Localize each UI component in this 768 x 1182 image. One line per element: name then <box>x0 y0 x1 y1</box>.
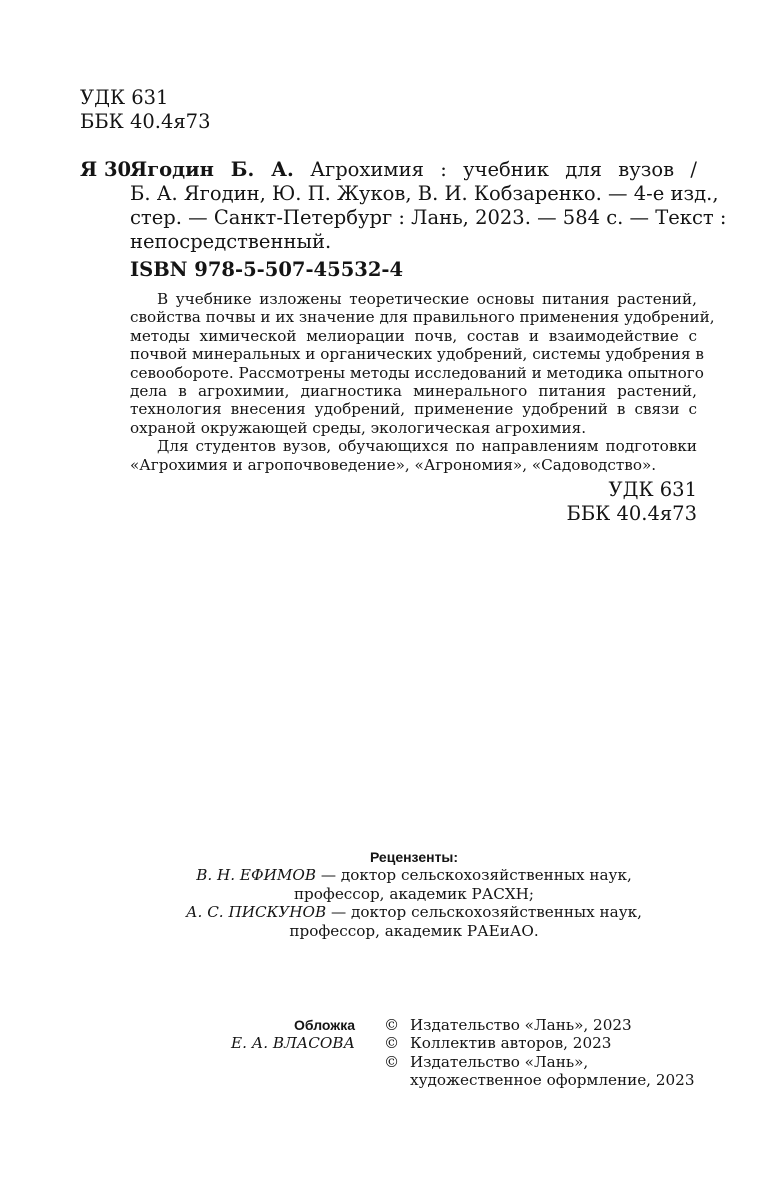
abstract-line: методы химической мелиорации почв, состав и взаимодействие с <box>130 326 697 345</box>
reviewer-1-line-2: профессор, академик РАСХН; <box>293 884 535 903</box>
footer-bbk: ББК 40.4я73 <box>566 502 697 525</box>
reviewer-2-line-1 <box>140 903 688 921</box>
cover-credit <box>180 1016 355 1053</box>
reviewers <box>140 848 688 940</box>
copyright-line-1 <box>384 1016 704 1034</box>
abstract-line: Для студентов вузов, обучающихся по направлениям подготовки <box>157 437 697 456</box>
copyright-text: Издательство «Лань», 2023 <box>410 1016 632 1034</box>
isbn: ISBN 978-5-507-45532-4 <box>130 258 404 281</box>
reviewer-1-name: В. Н. ЕФИМОВ <box>196 866 317 885</box>
reviewer-2-name: А. С. ПИСКУНОВ <box>186 903 327 922</box>
cover-label: Обложка <box>294 1017 355 1033</box>
header-udk: УДК 631 <box>80 86 169 109</box>
cover-name: Е. А. ВЛАСОВА <box>231 1034 355 1053</box>
abstract <box>130 290 715 474</box>
copyright-text: Издательство «Лань», <box>410 1052 589 1071</box>
copyright <box>384 1016 704 1090</box>
abstract-line: охраной окружающей среды, экологическая агрохимия. <box>130 418 587 437</box>
catalog-author: Ягодин Б. А. <box>130 158 294 181</box>
catalog-line-4: непосредственный. <box>130 230 332 253</box>
abstract-line: технология внесения удобрений, применение удобрений в связи с <box>130 400 697 419</box>
copyright-symbol: © <box>384 1034 400 1053</box>
copyright-line-2 <box>384 1034 704 1052</box>
reviewer-2-degree: — доктор сельскохозяйственных наук, <box>326 903 642 922</box>
abstract-line: В учебнике изложены теоретические основы питания растений, <box>157 290 697 308</box>
catalog-code: Я 30 <box>80 158 132 181</box>
catalog-line-1 <box>130 158 697 182</box>
reviewers-title: Рецензенты: <box>369 849 459 865</box>
abstract-line: севообороте. Рассмотрены методы исследований и методика опытного <box>130 363 704 382</box>
reviewer-1-line-1 <box>140 866 688 884</box>
abstract-line: «Агрохимия и агропочвоведение», «Агрономия», «Садоводство». <box>130 455 657 474</box>
abstract-line: почвой минеральных и органических удобрений, системы удобрения в <box>130 345 704 364</box>
catalog-line-3: стер. — Санкт-Петербург : Лань, 2023. — 584 с. — Текст : <box>130 206 727 229</box>
header-bbk: ББК 40.4я73 <box>80 110 211 133</box>
abstract-line: дела в агрохимии, диагностика минерального питания растений, <box>130 382 697 401</box>
copyright-line-3 <box>384 1053 704 1071</box>
reviewer-1-degree: — доктор сельскохозяйственных наук, <box>316 866 632 885</box>
footer-udk: УДК 631 <box>608 478 697 501</box>
reviewer-2-line-2: профессор, академик РАЕиАО. <box>289 921 539 940</box>
copyright-text: Коллектив авторов, 2023 <box>410 1034 612 1053</box>
copyright-symbol: © <box>384 1052 400 1071</box>
catalog-title: Агрохимия : учебник для вузов / <box>310 158 697 181</box>
copyright-symbol: © <box>384 1016 400 1034</box>
abstract-line: свойства почвы и их значение для правильного применения удобрений, <box>130 308 715 327</box>
copyright-line-4: художественное оформление, 2023 <box>410 1071 695 1090</box>
catalog-line-2: Б. А. Ягодин, Ю. П. Жуков, В. И. Кобзаренко. — 4-е изд., <box>130 182 719 205</box>
